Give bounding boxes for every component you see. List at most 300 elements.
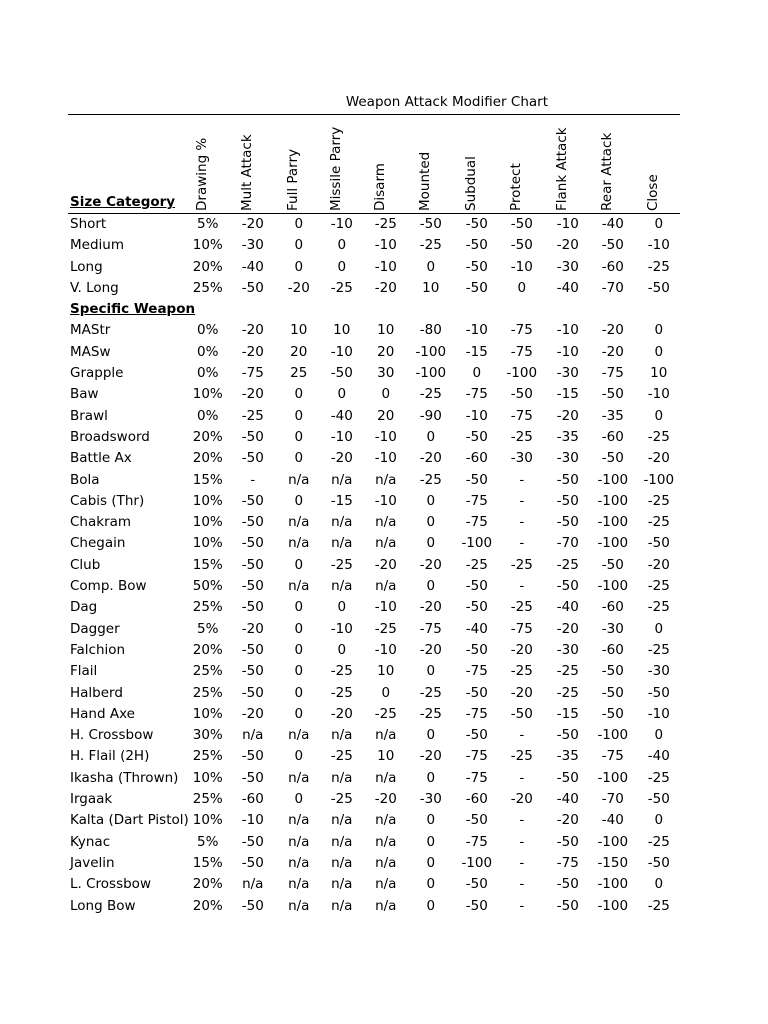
row-label: Long Bow	[70, 897, 136, 914]
table-row	[68, 257, 683, 278]
cell-value: n/a	[288, 514, 310, 531]
row-label: H. Crossbow	[70, 727, 154, 744]
cell-value: 0	[426, 514, 436, 531]
cell-value: 10	[650, 365, 668, 382]
cell-value: -10	[374, 428, 397, 445]
cell-value: -50	[241, 663, 264, 680]
cell-value: -50	[241, 684, 264, 701]
cell-value: -50	[465, 599, 488, 616]
cell-value: -50	[647, 854, 670, 871]
table-row	[68, 832, 683, 853]
cell-value: -75	[601, 365, 624, 382]
cell-value: n/a	[331, 897, 353, 914]
cell-value: -20	[510, 791, 533, 808]
cell-value: -25	[374, 620, 397, 637]
cell-value: -20	[601, 343, 624, 360]
cell-value: -25	[419, 684, 442, 701]
cell-value: 15%	[192, 471, 223, 488]
cell-value: 0	[426, 578, 436, 595]
table-row	[68, 491, 683, 512]
cell-value: 0	[654, 876, 664, 893]
cell-value: -50	[556, 514, 579, 531]
cell-value: -10	[330, 620, 353, 637]
cell-value: -60	[601, 599, 624, 616]
cell-value: -40	[601, 812, 624, 829]
cell-value: -70	[601, 791, 624, 808]
cell-value: -50	[465, 279, 488, 296]
cell-value: 10%	[192, 769, 223, 786]
table-row	[68, 512, 683, 533]
cell-value: -50	[465, 727, 488, 744]
cell-value: -10	[510, 258, 533, 275]
cell-value: -25	[647, 492, 670, 509]
cell-value: 5%	[197, 620, 219, 637]
cell-value: -100	[415, 365, 447, 382]
column-header: Drawing %	[194, 137, 210, 211]
table-row	[68, 363, 683, 384]
cell-value: 0	[654, 620, 664, 637]
cell-value: 25%	[192, 663, 223, 680]
column-header: Missile Parry	[328, 126, 344, 211]
cell-value: -60	[465, 791, 488, 808]
cell-value: 0	[294, 556, 304, 573]
cell-value: n/a	[331, 876, 353, 893]
cell-value: -50	[241, 450, 264, 467]
cell-value: -20	[287, 279, 310, 296]
table-row	[68, 533, 683, 554]
cell-value: -50	[465, 812, 488, 829]
row-label: Falchion	[70, 641, 126, 658]
cell-value: -15	[330, 492, 353, 509]
cell-value: -100	[506, 365, 538, 382]
cell-value: -50	[241, 428, 264, 445]
table-row	[68, 448, 683, 469]
cell-value: -50	[465, 876, 488, 893]
cell-value: 10	[422, 279, 440, 296]
cell-value: 0	[654, 322, 664, 339]
cell-value: -25	[647, 578, 670, 595]
column-header: Subdual	[463, 156, 479, 211]
cell-value: 0	[294, 450, 304, 467]
cell-value: -50	[419, 216, 442, 232]
table-row	[68, 896, 683, 917]
row-label: Irgaak	[70, 791, 113, 808]
cell-value: -20	[241, 705, 264, 722]
cell-value: 25%	[192, 748, 223, 765]
cell-value: n/a	[375, 812, 397, 829]
cell-value: -20	[510, 684, 533, 701]
cell-value: -50	[556, 876, 579, 893]
cell-value: -75	[465, 748, 488, 765]
cell-value: 0	[294, 620, 304, 637]
cell-value: 0	[426, 492, 436, 509]
cell-value: -20	[241, 620, 264, 637]
cell-value: -20	[419, 450, 442, 467]
cell-value: 10	[377, 748, 395, 765]
cell-value: 0	[294, 663, 304, 680]
cell-value: -50	[465, 578, 488, 595]
cell-value: -50	[601, 450, 624, 467]
cell-value: -50	[465, 641, 488, 658]
cell-value: n/a	[288, 876, 310, 893]
cell-value: n/a	[288, 854, 310, 871]
cell-value: -75	[465, 663, 488, 680]
cell-value: 0	[654, 727, 664, 744]
cell-value: -40	[647, 748, 670, 765]
cell-value: 15%	[192, 854, 223, 871]
cell-value: 20%	[192, 641, 223, 658]
cell-value: 20	[290, 343, 308, 360]
cell-value: -75	[465, 769, 488, 786]
cell-value: -	[519, 471, 525, 488]
cell-value: -50	[465, 237, 488, 254]
cell-value: -50	[556, 578, 579, 595]
column-header: Disarm	[372, 163, 388, 211]
table-row	[68, 427, 683, 448]
cell-value: -100	[461, 854, 493, 871]
cell-value: 0%	[197, 407, 219, 424]
cell-value: 0	[337, 641, 347, 658]
cell-value: n/a	[331, 535, 353, 552]
cell-value: -50	[556, 727, 579, 744]
cell-value: -	[519, 812, 525, 829]
row-label: Baw	[70, 386, 99, 403]
table-row	[68, 853, 683, 874]
cell-value: 10%	[192, 514, 223, 531]
cell-value: 10%	[192, 386, 223, 403]
cell-value: -20	[647, 450, 670, 467]
cell-value: 0	[294, 492, 304, 509]
cell-value: 5%	[197, 833, 219, 850]
cell-value: -100	[597, 492, 629, 509]
cell-value: -60	[241, 791, 264, 808]
cell-value: n/a	[331, 854, 353, 871]
column-header: Mounted	[417, 151, 433, 211]
table-row	[68, 619, 683, 640]
cell-value: -50	[465, 216, 488, 232]
cell-value: -35	[556, 428, 579, 445]
cell-value: -70	[556, 535, 579, 552]
table-row	[68, 704, 683, 725]
cell-value: -	[519, 769, 525, 786]
cell-value: n/a	[331, 769, 353, 786]
cell-value: -15	[556, 386, 579, 403]
cell-value: 20	[377, 343, 395, 360]
cell-value: 0%	[197, 365, 219, 382]
column-header: Close	[645, 174, 661, 211]
cell-value: -75	[465, 833, 488, 850]
row-label: Dagger	[70, 620, 120, 637]
cell-value: n/a	[331, 727, 353, 744]
cell-value: -20	[374, 279, 397, 296]
cell-value: 0	[426, 663, 436, 680]
column-header: Rear Attack	[599, 132, 615, 211]
cell-value: 0	[337, 237, 347, 254]
cell-value: n/a	[288, 833, 310, 850]
cell-value: -10	[374, 641, 397, 658]
cell-value: 25%	[192, 684, 223, 701]
cell-value: -50	[556, 769, 579, 786]
row-label: Broadsword	[70, 428, 150, 445]
cell-value: -75	[510, 343, 533, 360]
cell-value: -25	[647, 514, 670, 531]
cell-value: -100	[597, 727, 629, 744]
cell-value: -20	[241, 322, 264, 339]
cell-value: -50	[465, 897, 488, 914]
row-label: Flail	[70, 663, 98, 680]
cell-value: -	[519, 727, 525, 744]
cell-value: 0	[426, 876, 436, 893]
row-label: H. Flail (2H)	[70, 748, 150, 765]
cell-value: 0	[337, 258, 347, 275]
table-row	[68, 746, 683, 767]
cell-value: -50	[510, 386, 533, 403]
cell-value: -60	[601, 641, 624, 658]
cell-value: 0	[472, 365, 482, 382]
cell-value: 25%	[192, 279, 223, 296]
cell-value: -60	[465, 450, 488, 467]
cell-value: -25	[330, 684, 353, 701]
cell-value: 0	[294, 705, 304, 722]
row-label: Halberd	[70, 684, 123, 701]
cell-value: 30	[377, 365, 395, 382]
cell-value: -25	[330, 748, 353, 765]
cell-value: 0	[294, 684, 304, 701]
cell-value: n/a	[375, 769, 397, 786]
cell-value: -25	[419, 386, 442, 403]
cell-value: -50	[647, 684, 670, 701]
table-row	[68, 384, 683, 405]
cell-value: -10	[647, 705, 670, 722]
cell-value: -25	[510, 663, 533, 680]
cell-value: n/a	[375, 876, 397, 893]
cell-value: -100	[597, 833, 629, 850]
cell-value: -50	[556, 833, 579, 850]
table-row	[68, 214, 683, 235]
cell-value: -50	[556, 897, 579, 914]
cell-value: n/a	[375, 854, 397, 871]
cell-value: 0	[294, 791, 304, 808]
cell-value: -	[519, 897, 525, 914]
cell-value: -75	[465, 514, 488, 531]
cell-value: -15	[556, 705, 579, 722]
cell-value: 10%	[192, 705, 223, 722]
cell-value: -50	[601, 237, 624, 254]
cell-value: -30	[647, 663, 670, 680]
cell-value: -	[250, 471, 256, 488]
table-row	[68, 768, 683, 789]
cell-value: -50	[241, 279, 264, 296]
row-label: Dag	[70, 599, 98, 616]
row-label: Long	[70, 258, 103, 275]
cell-value: -25	[241, 407, 264, 424]
cell-value: -30	[241, 237, 264, 254]
cell-value: 15%	[192, 556, 223, 573]
cell-value: 0%	[197, 322, 219, 339]
cell-value: -40	[556, 279, 579, 296]
row-label: Kynac	[70, 833, 111, 850]
cell-value: n/a	[242, 727, 264, 744]
cell-value: -25	[419, 237, 442, 254]
cell-value: -50	[465, 471, 488, 488]
cell-value: 10%	[192, 812, 223, 829]
cell-value: -50	[556, 492, 579, 509]
cell-value: -40	[330, 407, 353, 424]
cell-value: 30%	[192, 727, 223, 744]
table-row	[68, 320, 683, 341]
row-label: Kalta (Dart Pistol)	[70, 812, 189, 829]
cell-value: 25	[290, 365, 308, 382]
cell-value: -75	[465, 492, 488, 509]
row-label: Short	[70, 216, 107, 232]
cell-value: -20	[556, 407, 579, 424]
row-label: Comp. Bow	[70, 578, 147, 595]
cell-value: -10	[556, 343, 579, 360]
cell-value: n/a	[375, 727, 397, 744]
row-label: Hand Axe	[70, 705, 135, 722]
cell-value: -25	[330, 279, 353, 296]
cell-value: -60	[601, 428, 624, 445]
cell-value: -50	[601, 663, 624, 680]
cell-value: -25	[374, 705, 397, 722]
cell-value: -	[519, 876, 525, 893]
cell-value: -20	[419, 748, 442, 765]
cell-value: -30	[556, 258, 579, 275]
cell-value: -20	[241, 343, 264, 360]
cell-value: -10	[330, 343, 353, 360]
cell-value: 0	[381, 684, 391, 701]
cell-value: 0	[426, 769, 436, 786]
table-row	[68, 640, 683, 661]
cell-value: -150	[597, 854, 629, 871]
section-row	[68, 299, 683, 320]
cell-value: 0	[294, 641, 304, 658]
cell-value: 10	[377, 322, 395, 339]
cell-value: -75	[510, 620, 533, 637]
cell-value: n/a	[375, 578, 397, 595]
cell-value: -20	[601, 322, 624, 339]
cell-value: 10	[333, 322, 351, 339]
table-row	[68, 725, 683, 746]
column-header: Flank Attack	[554, 127, 570, 211]
cell-value: 0	[654, 216, 664, 232]
cell-value: -20	[647, 556, 670, 573]
cell-value: -30	[556, 450, 579, 467]
cell-value: -25	[510, 428, 533, 445]
cell-value: -50	[241, 492, 264, 509]
table-row	[68, 470, 683, 491]
cell-value: n/a	[331, 578, 353, 595]
cell-value: -20	[419, 599, 442, 616]
cell-value: 20	[377, 407, 395, 424]
cell-value: -75	[510, 407, 533, 424]
cell-value: -40	[601, 216, 624, 232]
cell-value: -70	[601, 279, 624, 296]
cell-value: -50	[510, 705, 533, 722]
cell-value: -50	[241, 854, 264, 871]
cell-value: -10	[330, 428, 353, 445]
cell-value: -20	[556, 812, 579, 829]
cell-value: -20	[330, 705, 353, 722]
cell-value: -50	[647, 535, 670, 552]
cell-value: n/a	[288, 535, 310, 552]
cell-value: 0	[426, 897, 436, 914]
cell-value: -20	[241, 386, 264, 403]
table-row	[68, 278, 683, 299]
cell-value: -10	[374, 599, 397, 616]
cell-value: -50	[465, 258, 488, 275]
cell-value: 0	[294, 216, 304, 232]
cell-value: -25	[647, 599, 670, 616]
cell-value: -25	[330, 663, 353, 680]
cell-value: -20	[556, 620, 579, 637]
cell-value: -30	[510, 450, 533, 467]
cell-value: -50	[647, 279, 670, 296]
cell-value: -35	[601, 407, 624, 424]
table-row	[68, 683, 683, 704]
column-header: Protect	[508, 163, 524, 211]
cell-value: 0	[337, 386, 347, 403]
cell-value: n/a	[288, 769, 310, 786]
cell-value: -80	[419, 322, 442, 339]
cell-value: 10%	[192, 237, 223, 254]
cell-value: n/a	[375, 514, 397, 531]
cell-value: -35	[556, 748, 579, 765]
cell-value: 50%	[192, 578, 223, 595]
cell-value: 0	[294, 237, 304, 254]
cell-value: -75	[419, 620, 442, 637]
cell-value: -25	[510, 556, 533, 573]
row-label: Javelin	[70, 854, 115, 871]
cell-value: -50	[465, 428, 488, 445]
cell-value: -50	[556, 471, 579, 488]
cell-value: 0	[426, 854, 436, 871]
cell-value: -20	[510, 641, 533, 658]
row-label: Grapple	[70, 365, 124, 382]
cell-value: -20	[241, 216, 264, 232]
cell-value: -25	[647, 897, 670, 914]
cell-value: 0	[654, 407, 664, 424]
cell-value: -100	[597, 578, 629, 595]
size-category-heading: Size Category	[70, 194, 176, 210]
cell-value: 0	[426, 812, 436, 829]
cell-value: -10	[241, 812, 264, 829]
cell-value: -30	[556, 641, 579, 658]
column-header: Mult Attack	[239, 134, 255, 211]
cell-value: -50	[241, 514, 264, 531]
row-label: L. Crossbow	[70, 876, 151, 893]
cell-value: -100	[597, 769, 629, 786]
cell-value: n/a	[331, 471, 353, 488]
cell-value: 25%	[192, 791, 223, 808]
cell-value: -20	[556, 237, 579, 254]
cell-value: 0	[294, 386, 304, 403]
header-rule	[68, 114, 680, 115]
cell-value: -10	[465, 322, 488, 339]
cell-value: 20%	[192, 897, 223, 914]
cell-value: 0	[294, 748, 304, 765]
cell-value: n/a	[331, 514, 353, 531]
cell-value: 10	[377, 663, 395, 680]
row-label: Cabis (Thr)	[70, 492, 145, 509]
cell-value: n/a	[242, 876, 264, 893]
cell-value: -50	[601, 684, 624, 701]
table-row	[68, 576, 683, 597]
cell-value: 0	[426, 535, 436, 552]
row-label: MAStr	[70, 322, 111, 339]
cell-value: -25	[556, 663, 579, 680]
cell-value: -50	[241, 641, 264, 658]
